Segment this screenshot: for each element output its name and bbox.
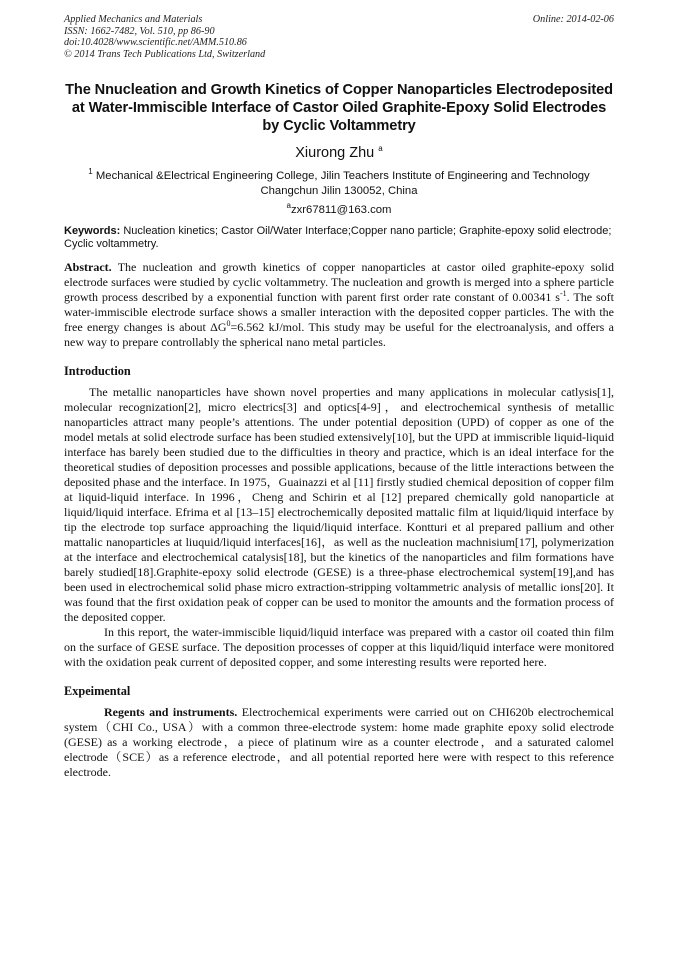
keywords-label: Keywords:: [64, 225, 121, 237]
abstract-text-3: =6.562 kJ/mol. This study may be useful for the electroanalysis, and offers a new way to prepare controllably the spherical nano metal particles.: [64, 320, 614, 349]
intro-paragraph-1: The metallic nanoparticles have shown novel properties and many applications in molecular catlysis[1], molecular recognization[2], micro electrics[3] and optics[4-9]，and electrochemical synthesis of metallic nanoparticles attract many people’s attentions. The under potential deposition (UPD) of copper as one of the model metals at solid electrode surface has been studied extensively[10], but the UPD at immiscrible liquid-liquid interface has barely been studied due to the difficulties in theory and practice, which is an ideal interface for the theoretical studies of deposition processes and possible applications, because of the little interactions between the deposited phase and the interface. In 1975，Guainazzi et al [11] firstly studied chemical deposition of copper film at liquid-liquid interface. In 1996，Cheng and Schirin et al [12] prepared chemically gold nanoparticle at liquid/liquid interface. Efrima et al [13–15] electrochemically deposited mattalic film at liquid/liquid interface by tip the electrode top surface approaching the liquid/liquid interface. Kontturi et al prepared pallium and other mattalic nanoparticles at liuquid/liquid interfaces[16]，as well as the nucleation machnisium[17], polymerization at the interface and electrochemical catalysis[18], but the kinetics of the nanoparticles and film formations have barely studied[18].Graphite-epoxy solid electrode (GESE) is a three-phase electrochemical system[19],and has been used in electrochemical solid phase micro extraction-stripping voltammetric analysis of metallic ions[20]. It was found that the first oxidation peak of copper can be used to monitor the amounts and the formation process of the deposited copper.: [64, 385, 614, 624]
affiliation-text: Mechanical &Electrical Engineering College, Jilin Teachers Institute of Engineering and Technology Changchun Jilin 130052, China: [95, 170, 590, 197]
copyright: © 2014 Trans Tech Publications Ltd, Switzerland: [64, 48, 266, 60]
author-mark: a: [378, 144, 383, 154]
experimental-lead: Regents and instruments.: [104, 705, 238, 719]
email-text: zxr67811@163.com: [291, 204, 392, 216]
journal-header: [64, 14, 614, 60]
affiliation: [64, 169, 614, 198]
paper-title: The Nnucleation and Growth Kinetics of Copper Nanoparticles Electrodeposited at Water-Immiscible Interface of Castor Oiled Graphite-Epoxy Solid Electrodes by Cyclic Voltammetry: [65, 82, 613, 134]
abstract-text-1: The nucleation and growth kinetics of copper nanoparticles at castor oiled graphite-epoxy solid electrode surfaces were studied by cyclic voltammetry. The nucleation and growth is merged into a sphere particle growth process described by a exponential function with parent first order rate constant of 0.00341 s: [64, 260, 614, 304]
abstract-text-2: . The soft water-immiscible electrode surface shows a smaller interaction with the deposited copper particles. The with the free energy changes is about ΔG: [64, 290, 614, 334]
doi: doi:10.4028/www.scientific.net/AMM.510.86: [64, 37, 247, 48]
keywords-text: Nucleation kinetics; Castor Oil/Water Interface;Copper nano particle; Graphite-epoxy solid electrode; Cyclic voltammetry.: [64, 225, 612, 250]
section-heading-experimental: Expeimental: [64, 684, 131, 698]
author-name: Xiurong Zhu: [295, 145, 375, 161]
author: [64, 145, 614, 161]
section-heading-introduction: Introduction: [64, 364, 131, 378]
author-email: [64, 201, 614, 216]
issn: ISSN: 1662-7482, Vol. 510, pp 86-90: [64, 25, 215, 37]
abstract-sup-1: -1: [559, 289, 567, 298]
online-date: Online: 2014-02-06: [532, 14, 614, 25]
experimental-text: Electrochemical experiments were carried out on CHI620b electrochemical system（CHI Co., USA）with a common three-electrode system: home made graphite epoxy solid electrode (GESE) as a working electrode，a piece of platinum wire as a counter electrode，and a saturated calomel electrode（SCE）as a reference electrode，and all potential reported here were with respect to this reference electrode.: [64, 705, 615, 779]
keywords: [64, 225, 614, 251]
paper-page: [64, 14, 614, 780]
abstract-label: Abstract.: [64, 260, 112, 274]
experimental-paragraph: [64, 705, 614, 780]
journal-name: Applied Mechanics and Materials: [64, 14, 203, 25]
abstract: [64, 260, 614, 350]
intro-paragraph-2: In this report, the water-immiscible liquid/liquid interface was prepared with a castor oil coated thin film on the surface of GESE surface. The deposition processes of copper at this liquid/liquid interface were monitored with the oxidation peak current of deposited copper, and some interesting results were reported here.: [64, 625, 614, 669]
abstract-sup-2: 0: [226, 319, 231, 328]
affiliation-mark: 1: [88, 167, 93, 177]
email-mark: a: [286, 201, 291, 211]
